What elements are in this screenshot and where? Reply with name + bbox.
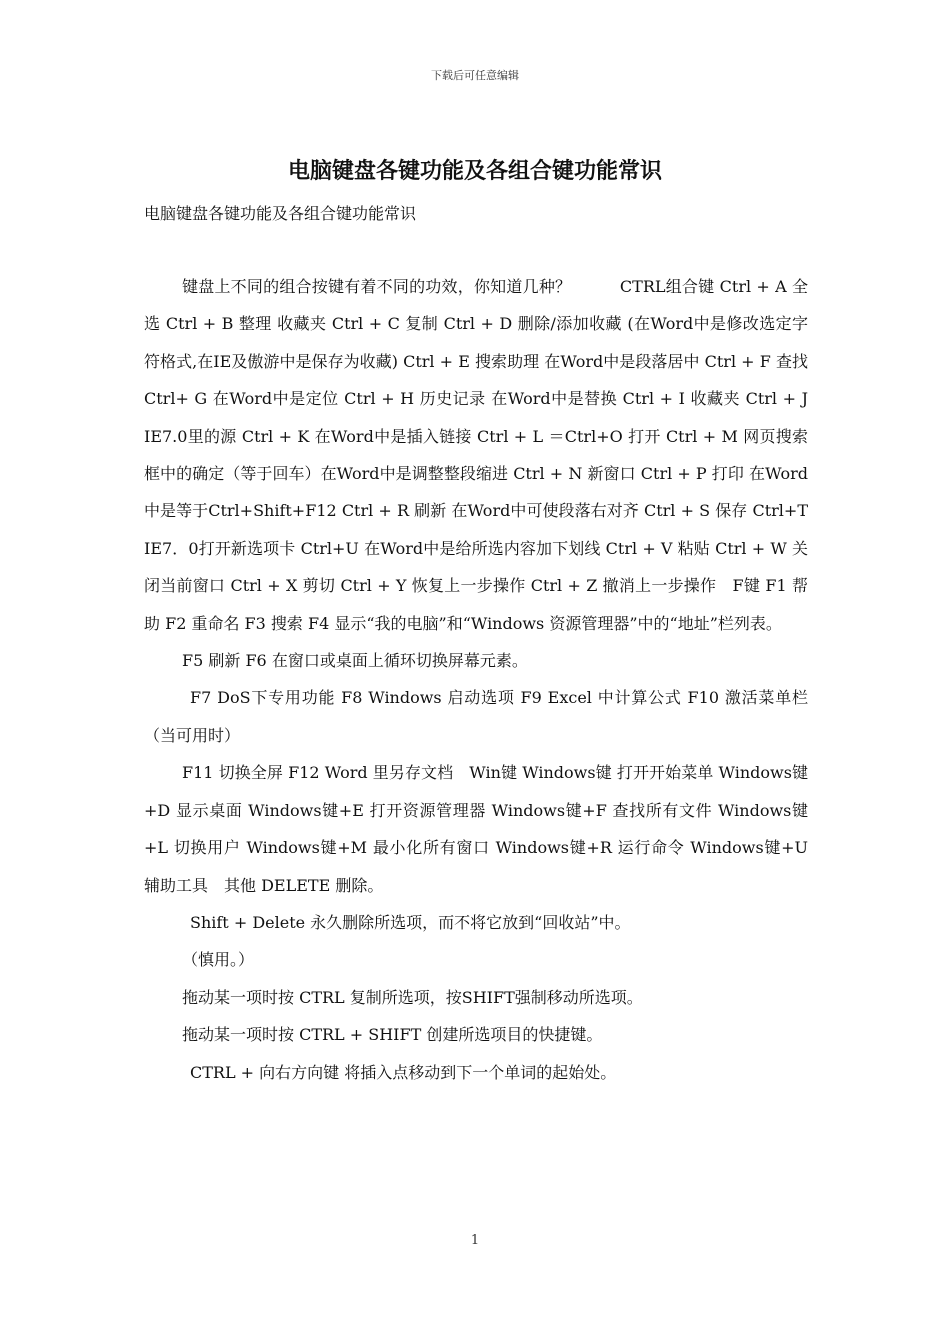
document-body bbox=[144, 268, 808, 1091]
document-title: 电脑键盘各键功能及各组合键功能常识 bbox=[287, 158, 662, 184]
paragraph-drag-ctrl-shift: 拖动某一项时按 CTRL + SHIFT 创建所选项目的快捷键。 bbox=[182, 1025, 603, 1045]
paragraph-f11-win-keys: F11 切换全屏 F12 Word 里另存文档 Win键 Windows键 打开开始菜单 Windows键+D 显示桌面 Windows键+E 打开资源管理器 Windows键+F 查找所有文件 Windows键+L 切换用户 Windows键+M 最小化所有窗口 Windows键+R 运行命令 Windows键+U 辅助工具 其他 DELETE 删除。 bbox=[144, 763, 808, 895]
header-note: 下载后可任意编辑 bbox=[431, 69, 519, 82]
paragraph-f5-f6: F5 刷新 F6 在窗口或桌面上循环切换屏幕元素。 bbox=[182, 651, 528, 671]
paragraph-shift-delete: Shift + Delete 永久删除所选项，而不将它放到“回收站”中。 bbox=[190, 912, 631, 932]
paragraph-ctrl-right-arrow: CTRL + 向右方向键 将插入点移动到下一个单词的起始处。 bbox=[190, 1062, 617, 1082]
paragraph-drag-ctrl: 拖动某一项时按 CTRL 复制所选项，按SHIFT强制移动所选项。 bbox=[182, 987, 643, 1007]
document-subtitle: 电脑键盘各键功能及各组合键功能常识 bbox=[144, 204, 417, 223]
page-number: 1 bbox=[470, 1233, 480, 1248]
paragraph-ctrl-and-f-keys: 键盘上不同的组合按键有着不同的功效，你知道几种？ CTRL组合键 Ctrl + A 全选 Ctrl + B 整理 收藏夹 Ctrl + C 复制 Ctrl + D 删除/添加收藏 (在Word中是修改选定字符格式,在IE及傲游中是保存为收藏) Ctrl + E 搜索助理 在Word中是段落居中 Ctrl + F 查找 Ctrl+ G 在Word中是定位 Ctrl + H 历史记录 在Word中是替换 Ctrl + I 收藏夹 Ctrl + J IE7.0里的源 Ctrl + K 在Word中是插入链接 Ctrl + L ＝Ctrl+O 打开 Ctrl + M 网页搜索框中的确定（等于回车）在Word中是调整整段缩进 Ctrl + N 新窗口 Ctrl + P 打印 在Word中是等于Ctrl+Shift+F12 Ctrl + R 刷新 在Word中可使段落右对齐 Ctrl + S 保存 Ctrl+T IE7．0打开新选项卡 Ctrl+U 在Word中是给所选内容加下划线 Ctrl + V 粘贴 Ctrl + W 关闭当前窗口 Ctrl + X 剪切 Ctrl + Y 恢复上一步操作 Ctrl + Z 撤消上一步操作 F键 F1 帮助 F2 重命名 F3 搜索 F4 显示“我的电脑”和“Windows 资源管理器”中的“地址”栏列表。 bbox=[144, 277, 808, 633]
paragraph-caution: （慎用。） bbox=[182, 950, 255, 970]
paragraph-f7-f10: F7 DoS下专用功能 F8 Windows 启动选项 F9 Excel 中计算公式 F10 激活菜单栏（当可用时） bbox=[144, 688, 808, 745]
